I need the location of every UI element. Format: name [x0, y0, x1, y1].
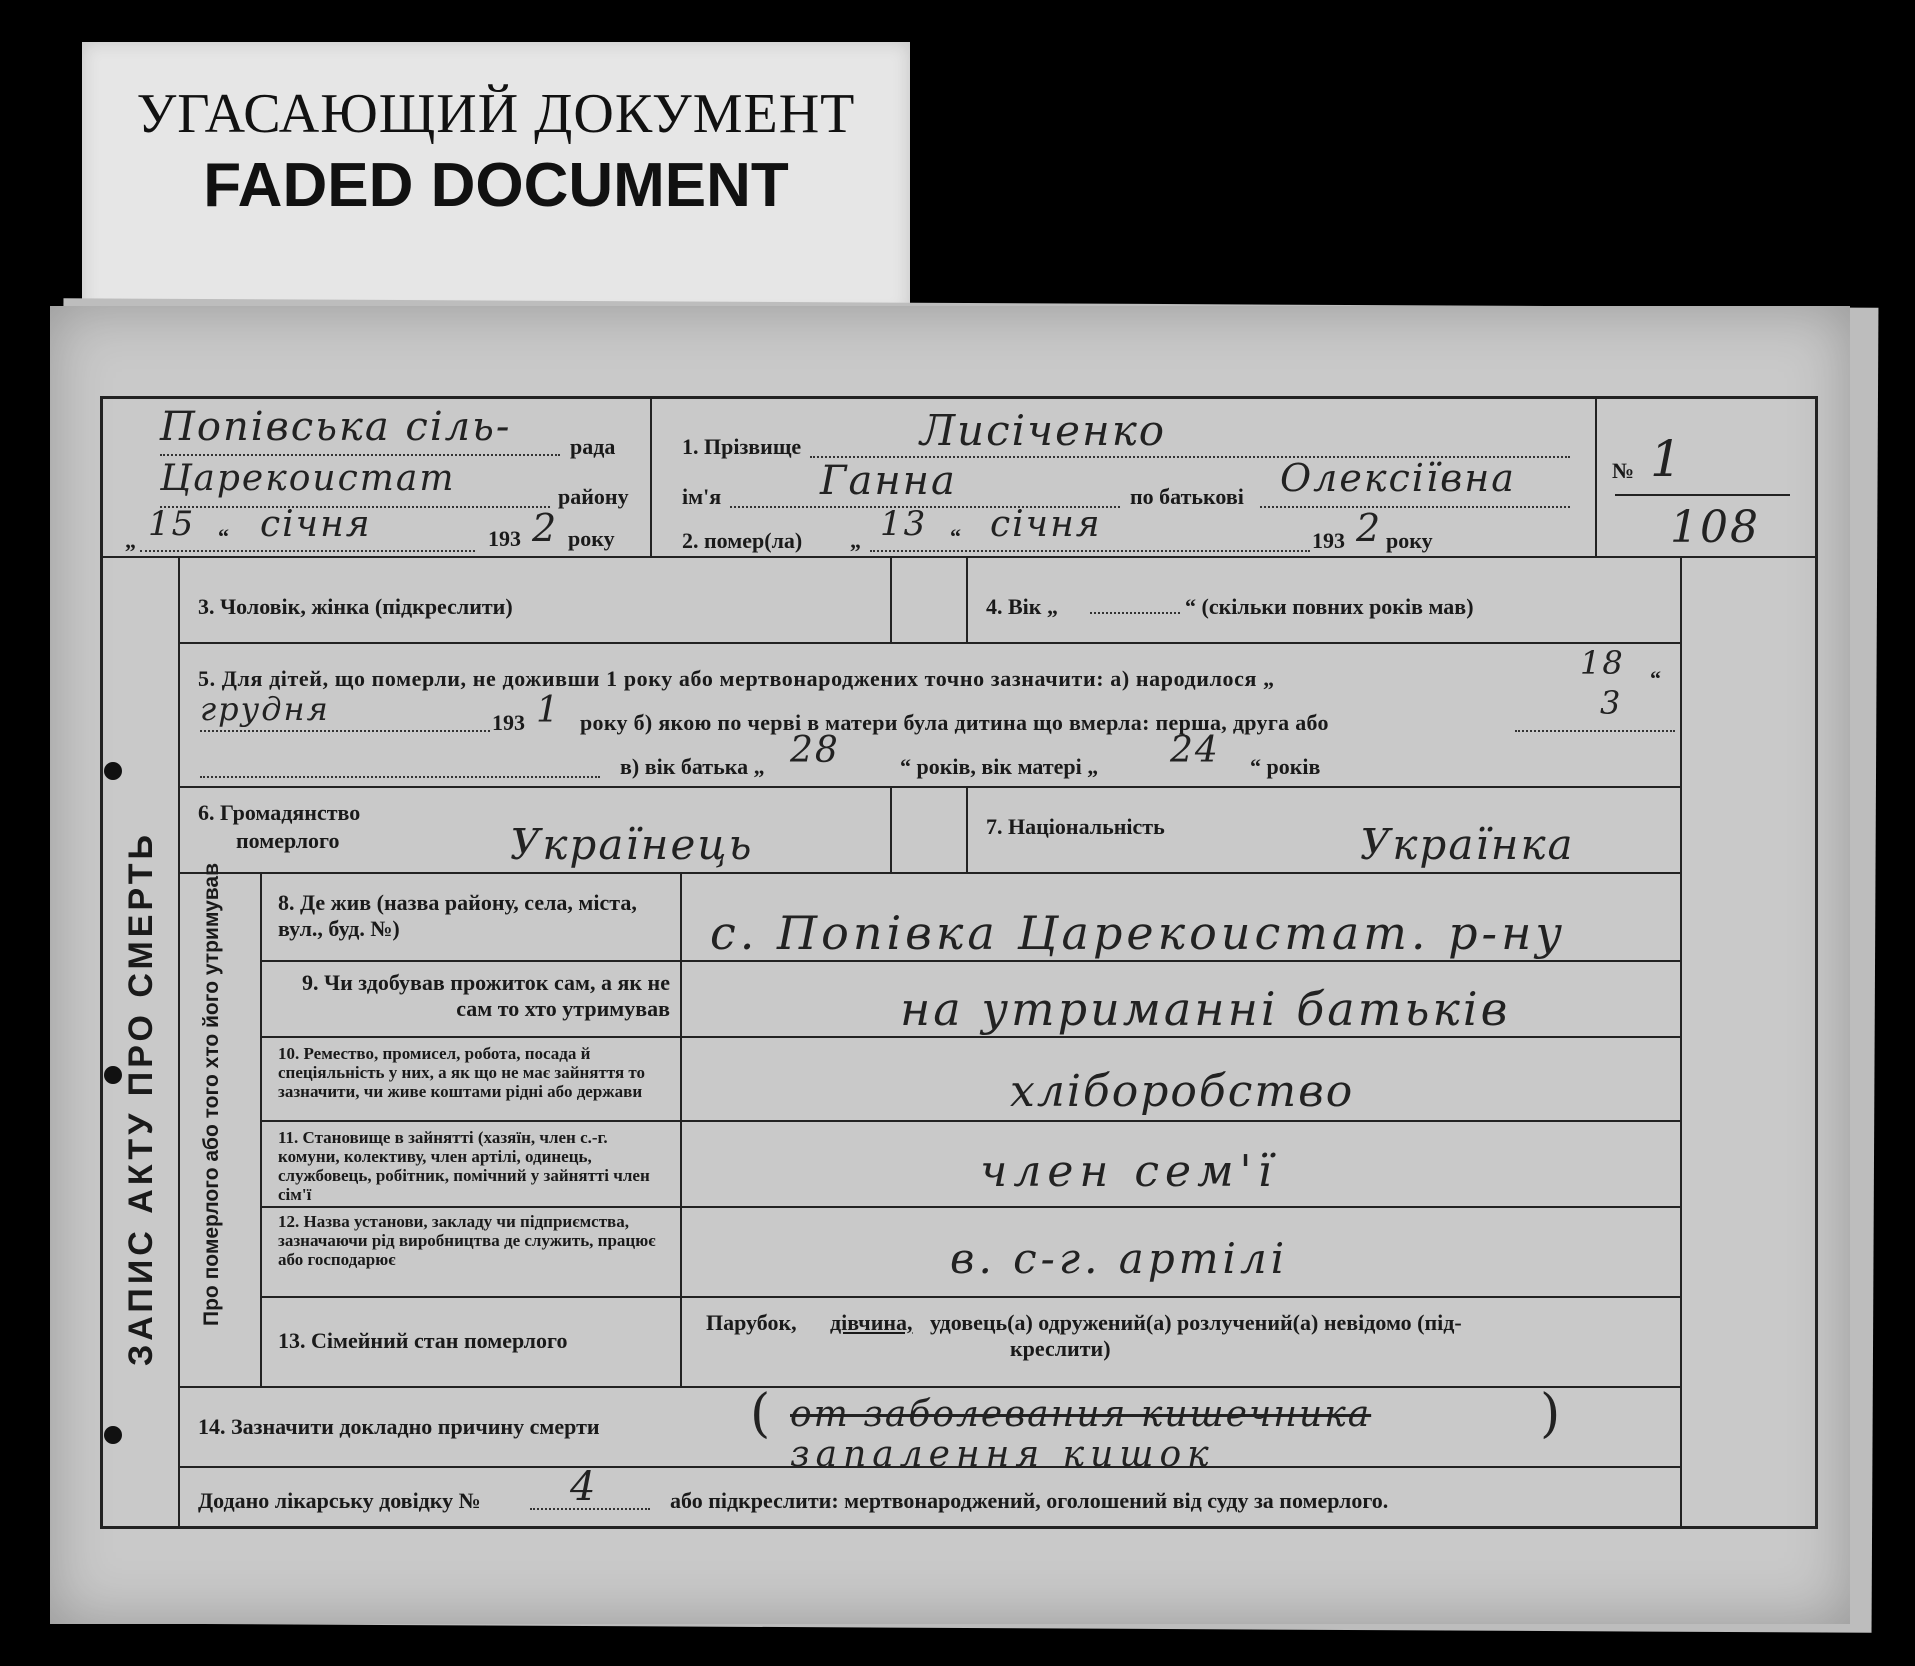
death-year-prefix: 193 — [1312, 528, 1345, 553]
field13-opt-a: Парубок, — [706, 1310, 797, 1335]
footer-note: або підкреслити: мертвонароджений, оголошений від суду за померлого. — [670, 1488, 1389, 1513]
field3-sex: 3. Чоловік, жінка (підкреслити) — [198, 594, 513, 619]
faded-document-label — [82, 42, 910, 316]
hw-occupation: хліборобство — [1010, 1066, 1355, 1117]
footer-certificate-label: Додано лікарську довідку № — [198, 1488, 481, 1513]
field8-residence: 8. Де жив (назва району, села, міста, вул., буд. №) — [278, 890, 637, 941]
district-label: району — [558, 484, 629, 509]
field12-institution: 12. Назва установи, закладу чи підприємства, зазначаючи рід виробництва де служить, працює або господарює — [278, 1212, 656, 1269]
field4-age-suffix: “ (скільки повних років мав) — [1185, 594, 1474, 619]
hw-residence: с. Попівка Царекоистат. р-ну — [710, 906, 1567, 960]
hw-registration-year-digit: 2 — [532, 506, 559, 550]
label-english: FADED DOCUMENT — [203, 151, 789, 220]
field6-citizenship: 6. Громадянство — [198, 800, 361, 825]
field5-year-prefix: 193 — [492, 710, 525, 735]
hw-death-day: 13 — [880, 504, 928, 544]
hw-position: член сем'ї — [980, 1146, 1278, 1197]
name-label: ім'я — [682, 484, 722, 509]
patronymic-label: по батькові — [1130, 484, 1244, 509]
field13-opt-c: удовець(а) одружений(а) розлучений(а) невідомо (під- — [930, 1310, 1462, 1335]
field14-cause: 14. Зазначити докладно причину смерти — [198, 1414, 600, 1439]
field13-opt-b: дівчина, — [830, 1310, 913, 1335]
hw-mother-age: 24 — [1170, 730, 1220, 771]
hw-citizenship: Українець — [510, 820, 754, 869]
side-group-label: Про померлого або того хто його утримував — [200, 863, 223, 1326]
hw-born-month: грудня — [200, 690, 330, 728]
died-label: 2. помер(ла) — [682, 528, 803, 553]
field11-position: 11. Становище в зайнятті (хазяїн, член с.-г. комуни, колективу, член артілі, одинець, службовець, робітник, помічний у зайнятті член сім'ї — [278, 1128, 650, 1204]
field5-line3-a: в) вік батька „ — [620, 754, 765, 779]
hw-certificate-number: 4 — [570, 1464, 598, 1510]
hw-born-day: 18 — [1580, 644, 1625, 682]
hw-birth-order: 3 — [1600, 684, 1623, 722]
hw-nationality: Українка — [1360, 820, 1575, 869]
hw-cause: запалення кишок — [790, 1434, 1215, 1475]
field5-line1: 5. Для дітей, що померли, не доживши 1 року або мертвонароджених точно зазначити: а) народилося „ — [198, 666, 1275, 691]
hw-support: на утриманні батьків — [900, 982, 1511, 1036]
field5-line3-b: “ років, вік матері „ — [900, 754, 1099, 779]
hw-record-number-2: 108 — [1670, 502, 1760, 553]
registration-year-label: року — [568, 526, 615, 551]
hw-registration-day: 15 — [148, 504, 196, 544]
hw-death-year-digit: 2 — [1356, 506, 1383, 550]
death-year-label: року — [1386, 528, 1433, 553]
hw-father-age: 28 — [790, 730, 840, 771]
field4-age-prefix: 4. Вік „ — [986, 594, 1058, 619]
field7-nationality: 7. Національність — [986, 814, 1165, 839]
hw-district: Царекоистат — [160, 458, 456, 499]
hw-name: Ганна — [820, 458, 957, 504]
hw-record-number: 1 — [1650, 430, 1684, 488]
death-record-card: ЗАПИС АКТУ ПРО СМЕРТЬ Про померлого або того хто його утримував Попівська сіль- рада Царекоистат району „ 15 “ січня 193 2 року 1. Прізвище Лисіченко ім'я Ганна по батькові Олексіївна 2. помер(ла) „ 13 “ січня 193 2 року № 1 108 3. Чоловік, жінка (підкреслити) 4. Вік „ “ (скільки повних років мав) 5. Для дітей, що померли, не доживши 1 року або мертвонароджених точно зазначити: а) народилося „ 18 “ грудня 193 1 року б) якою по черві в матери була дитина що вмерла: перша, друга або 3 в) вік батька „ 28 “ років, вік матері „ 24 “ років 6. Громадянство померлого Українець 7. Національність Українка 8. Де жив (назва району, села, міста, вул., буд. №) с. Попівка Царекоистат. р-ну 9. Чи здобував прожиток сам, а як не сам то хто утримував на утриманні батьків 10. Ремество, промисел, робота, посада й спеціяльність у них, а як що не має зайняття то зазначити, чи живе коштами рідні або держави хліборобство 11. Становище в зайнятті (хазяїн, член с.-г. комуни, колективу, член артілі, одинець, службовець, робітник, помічний у зайнятті член сім'ї член сем'ї 12. Назва установи, закладу чи підприємства, зазначаючи рід виробництва де служить, працює або господарює в. с-г. артілі 13. Сімейний стан померлого Парубок, дівчина, удовець(а) одружений(а) розлучений(а) невідомо (під- креслити) 14. Зазначити докладно причину смерти ( от заболевания кишечника ) запалення кишок Додано лікарську довідку № 4 або підкреслити: мертвонароджений, оголошений від суду за померлого. — [50, 306, 1850, 1624]
field10-occupation: 10. Ремество, промисел, робота, посада й спеціяльність у них, а як що не має зайняття то зазначити, чи живе коштами рідні або держави — [278, 1044, 646, 1101]
punch-hole-middle — [104, 1066, 122, 1084]
registration-year-prefix: 193 — [488, 526, 521, 551]
field13-opt-d: креслити) — [1010, 1336, 1111, 1361]
side-title: ЗАПИС АКТУ ПРО СМЕРТЬ — [122, 831, 160, 1366]
hw-death-month: січня — [990, 504, 1102, 545]
punch-hole-bottom — [104, 1426, 122, 1444]
hw-born-year-digit: 1 — [536, 690, 561, 731]
hw-surname: Лисіченко — [920, 406, 1167, 455]
field5-line3-c: “ років — [1250, 754, 1321, 779]
hw-cause-struck: от заболевания кишечника — [790, 1394, 1372, 1435]
hw-institution: в. с-г. артілі — [950, 1234, 1289, 1283]
surname-label: 1. Прізвище — [682, 434, 802, 459]
label-russian: УГАСАЮЩИЙ ДОКУМЕНТ — [136, 83, 856, 145]
field5-line2: року б) якою по черві в матери була дитина що вмерла: перша, друга або — [580, 710, 1329, 735]
field6-citizenship-2: померлого — [236, 828, 340, 853]
hw-registration-month: січня — [260, 504, 372, 545]
field13-marital: 13. Сімейний стан померлого — [278, 1328, 568, 1353]
number-label: № — [1612, 458, 1635, 483]
punch-hole-top — [104, 762, 122, 780]
council-label: рада — [570, 434, 616, 459]
hw-patronymic: Олексіївна — [1280, 456, 1516, 500]
field9-support: 9. Чи здобував прожиток сам, а як не сам то хто утримував — [301, 970, 670, 1021]
hw-village-council: Попівська сіль- — [160, 404, 512, 450]
